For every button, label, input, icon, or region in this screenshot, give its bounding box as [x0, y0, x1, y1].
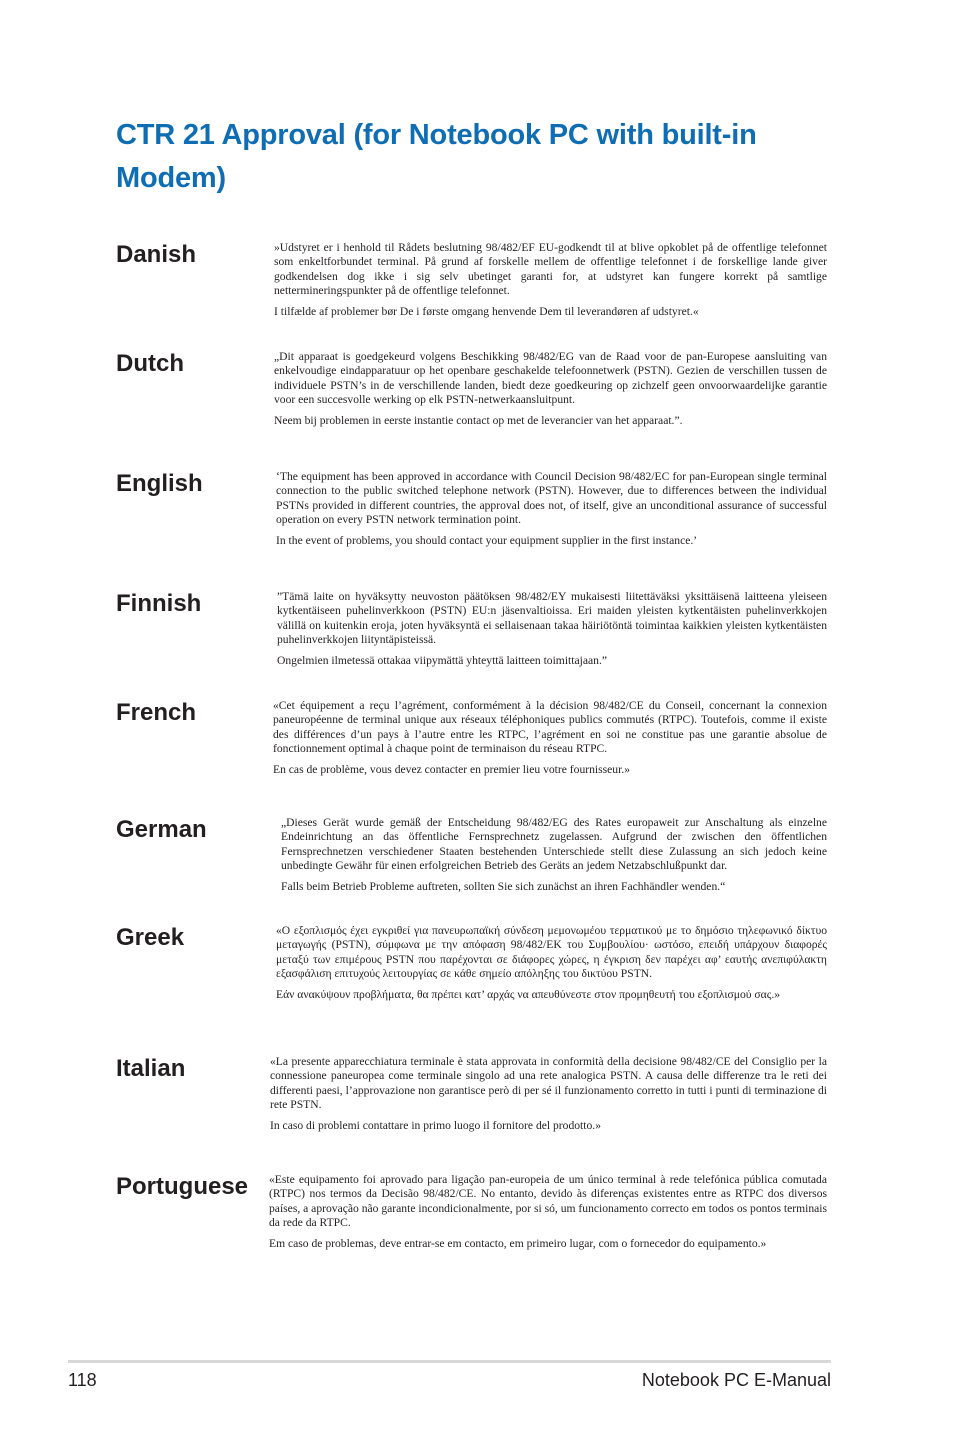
- problem-paragraph: Falls beim Betrieb Probleme auftreten, sollten Sie sich zunächst an ihren Fachhändler wenden.“: [281, 879, 726, 893]
- problem-paragraph: Εάν ανακύψουν προβλήματα, θα πρέπει κατ’ αρχάς να απευθύνεστε στον προμηθευτή του εξοπλισμού σας.»: [276, 987, 781, 1001]
- language-heading: French: [116, 699, 197, 726]
- section-body: [269, 1173, 827, 1257]
- language-heading: Finnish: [116, 590, 202, 617]
- problem-paragraph: Neem bij problemen in eerste instantie contact op met de leverancier van het apparaat.”.: [274, 413, 683, 427]
- approval-paragraph: »Udstyret er i henhold til Rådets beslutning 98/482/EF EU-godkendt til at blive opkoblet på de offentlige telefonnet som enkeltforbundet terminal. På grund af forskelle mellem de offentlige telefonnet i de forskellige lande giver godkendelsen dog ikke i sig selv ubetinget garanti for, at udstyret kan fungere korrekt på samtlige nettermineringspunkter på de offentlige telefonnet.: [274, 241, 827, 298]
- problem-paragraph: In caso di problemi contattare in primo luogo il fornitore del prodotto.»: [270, 1118, 601, 1132]
- footer-divider: [68, 1360, 831, 1363]
- approval-paragraph: «Cet équipement a reçu l’agrément, conformément à la décision 98/482/CE du Conseil, concernant la connexion paneuropéenne de terminal unique aux réseaux téléphoniques publics commutés (RTPC). Toutefois, comme il existe des différences d’un pays à l’autre entre les RTPC, l’agrément en soi ne constitue pas une garantie absolue de fonctionnement optimal à chaque point de terminaison du réseau RTPC.: [273, 699, 827, 756]
- problem-paragraph: Em caso de problemas, deve entrar-se em contacto, em primeiro lugar, com o fornecedor do equipamento.»: [269, 1236, 767, 1250]
- page-number: 118: [68, 1370, 97, 1390]
- section-body: [277, 590, 827, 674]
- problem-paragraph: En cas de problème, vous devez contacter en premier lieu votre fournisseur.»: [273, 762, 631, 776]
- problem-paragraph: In the event of problems, you should contact your equipment supplier in the first instance.’: [276, 533, 698, 547]
- manual-title: Notebook PC E-Manual: [641, 1370, 831, 1390]
- page-title: CTR 21 Approval (for Notebook PC with built-in Modem): [116, 119, 757, 194]
- approval-paragraph: ”Tämä laite on hyväksytty neuvoston päätöksen 98/482/EY mukaisesti liitettäväksi yksittäisenä laitteena yleiseen kytkentäiseen puhelinverkkoon (PSTN) EU:n jäsenvaltioissa. Eri maiden yleisten kytkentäisten puhelinverkkojen välillä on kuitenkin eroja, joten hyväksyntä ei sellaisenaan takaa häiriötöntä toimintaa kaikkien yleisten kytkentäisten puhelinverkkojen liityntäpisteissä.: [277, 590, 827, 647]
- section-body: [281, 816, 827, 900]
- problem-paragraph: Ongelmien ilmetessä ottakaa viipymättä yhteyttä laitteen toimittajaan.”: [277, 653, 607, 667]
- approval-paragraph: «Este equipamento foi aprovado para ligação pan-europeia de um único terminal à rede telefónica pública comutada (RTPC) nos termos da Decisão 98/482/CE. No entanto, devido às diferenças existentes entre as RTPC dos diversos países, a aprovação não garante incondicionalmente, por si só, um funcionamento correcto em todos os pontos terminais da rede da RTPC.: [269, 1173, 827, 1230]
- language-heading: Greek: [116, 924, 185, 951]
- section-body: [274, 350, 827, 434]
- section-body: [276, 924, 827, 1008]
- language-heading: Danish: [116, 241, 197, 268]
- section-body: [276, 470, 827, 554]
- approval-paragraph: ‘The equipment has been approved in accordance with Council Decision 98/482/EC for pan-European single terminal connection to the public switched telephone network (PSTN). However, due to differences between the individual PSTNs provided in different countries, the approval does not, of itself, give an unconditional assurance of successful operation on every PSTN network termination point.: [276, 470, 827, 527]
- language-heading: English: [116, 470, 203, 497]
- approval-paragraph: «Ο εξοπλισμός έχει εγκριθεί για πανευρωπαϊκή σύνδεση μεμονωμέου τερματικού με το δημόσιο τηλεφωνικό δίκτυο μεταγωγής (PSTN), σύμφωνα με την απόφαση 98/482/ΕΚ του Συμβουλίου· ωστόσο, επειδή υπάρχουν διαφορές μεταξύ των επιμέρους PSTN που παρέχονται σε διάφορες χώρες, η έγκριση δεν παρέχει αφ’ εαυτής ανεπιφύλακτη εξασφάλιση επιτυχούς λειτουργίας σε κάθε σημείο απόληξης του δικτύου PSTN.: [276, 924, 827, 981]
- problem-paragraph: I tilfælde af problemer bør De i første omgang henvende Dem til leverandøren af udstyret.«: [274, 304, 699, 318]
- language-heading: Italian: [116, 1055, 186, 1082]
- approval-paragraph: „Dieses Gerät wurde gemäß der Entscheidung 98/482/EG des Rates europaweit zur Anschaltung als einzelne Endeinrichtung an das öffentliche Fernsprechnetz zugelassen. Aufgrund der zwischen den öffentlichen Fernsprechnetzen verschiedener Staaten bestehenden Unterschiede stellt diese Zulassung an sich jedoch keine unbedingte Gewähr für einen erfolgreichen Betrieb des Geräts an jedem Netzabschlußpunkt dar.: [281, 816, 827, 873]
- section-body: [273, 699, 827, 783]
- language-heading: German: [116, 816, 207, 843]
- section-body: [270, 1055, 827, 1139]
- language-heading: Dutch: [116, 350, 184, 377]
- section-body: [274, 241, 827, 325]
- approval-paragraph: «La presente apparecchiatura terminale è stata approvata in conformità della decisione 98/482/CE del Consiglio per la connessione paneuropea come terminale singolo ad una rete analogica PSTN. A causa delle differenze tra le reti dei differenti paesi, l’approvazione non garantisce però di per sé il funzionamento corretto in tutti i punti di terminazione di rete PSTN.: [270, 1055, 827, 1112]
- language-heading: Portuguese: [116, 1173, 249, 1200]
- approval-paragraph: „Dit apparaat is goedgekeurd volgens Beschikking 98/482/EG van de Raad voor de pan-Europese aansluiting van enkelvoudige eindapparatuur op het openbare geschakelde telefoonnetwerk (PSTN). Gezien de verschillen tussen de individuele PSTN’s in de verschillende landen, biedt deze goedkeuring op zichzelf geen onvoorwaardelijke garantie voor een succesvolle werking op elk PSTN-netwerkaansluitpunt.: [274, 350, 827, 407]
